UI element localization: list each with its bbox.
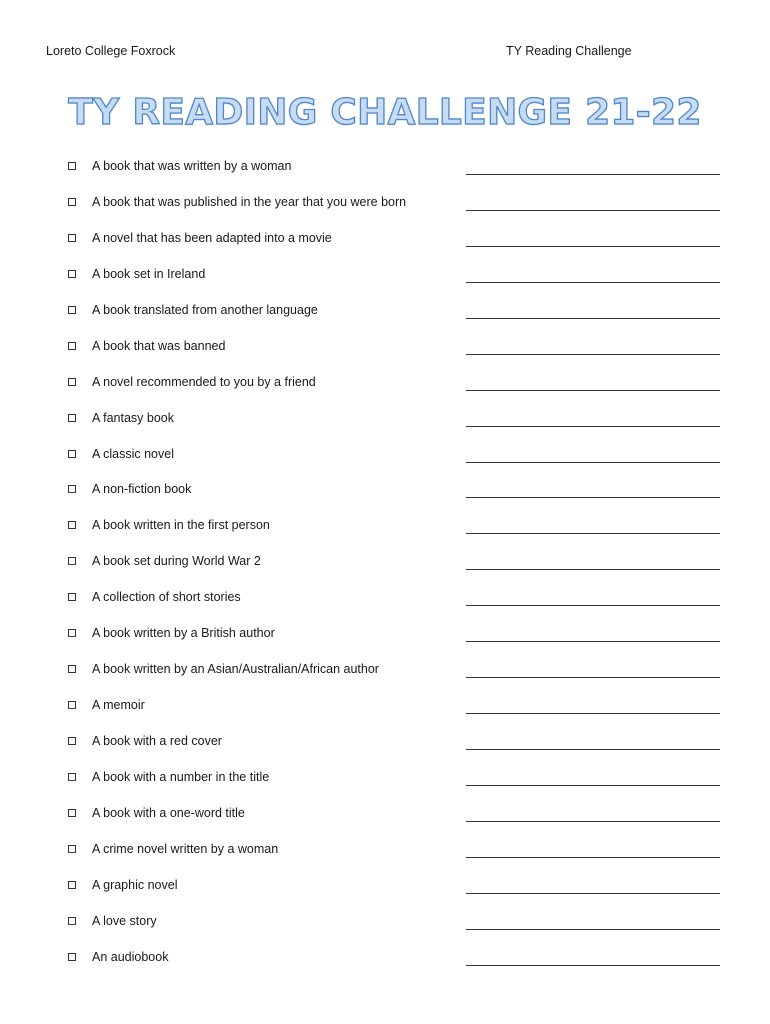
checklist-item-label: A book translated from another language — [92, 302, 318, 317]
checklist-item — [0, 368, 770, 404]
checklist-item — [0, 763, 770, 799]
checkbox[interactable] — [68, 737, 76, 745]
checklist-item — [0, 404, 770, 440]
challenge-checklist — [0, 152, 770, 979]
school-name: Loreto College Foxrock — [46, 44, 176, 58]
checklist-item-label: A non-fiction book — [92, 482, 192, 497]
checklist-item — [0, 296, 770, 332]
checklist-item-label: A book written by an Asian/Australian/African author — [92, 662, 379, 677]
checklist-item-label: A memoir — [92, 698, 145, 713]
answer-line[interactable] — [466, 965, 720, 966]
answer-line[interactable] — [466, 533, 720, 534]
checklist-item — [0, 475, 770, 511]
answer-line[interactable] — [466, 677, 720, 678]
checklist-item-label: A book written by a British author — [92, 626, 275, 641]
checklist-item-label: A fantasy book — [92, 410, 175, 425]
answer-line[interactable] — [466, 462, 720, 463]
checklist-item-label: A book with a number in the title — [92, 769, 270, 784]
checklist-item-label: A book that was written by a woman — [92, 159, 292, 173]
checkbox[interactable] — [68, 557, 76, 565]
checklist-item — [0, 835, 770, 871]
checkbox[interactable] — [68, 665, 76, 673]
checkbox[interactable] — [68, 162, 76, 170]
checklist-item-label: A collection of short stories — [92, 590, 241, 605]
checkbox[interactable] — [68, 521, 76, 529]
checklist-item — [0, 188, 770, 224]
checklist-item-label: A classic novel — [92, 446, 174, 461]
checklist-item — [0, 260, 770, 296]
answer-line[interactable] — [466, 821, 720, 822]
checkbox[interactable] — [68, 881, 76, 889]
checklist-item-label: A book that was banned — [92, 338, 226, 353]
checklist-item-label: An audiobook — [92, 949, 169, 964]
checkbox[interactable] — [68, 306, 76, 314]
checkbox[interactable] — [68, 270, 76, 278]
checkbox[interactable] — [68, 953, 76, 961]
checkbox[interactable] — [68, 593, 76, 601]
checkbox[interactable] — [68, 485, 76, 493]
answer-line[interactable] — [466, 605, 720, 606]
checklist-item — [0, 440, 770, 476]
checklist-item-label: A book set in Ireland — [92, 266, 206, 281]
answer-line[interactable] — [466, 893, 720, 894]
checkbox[interactable] — [68, 234, 76, 242]
answer-line[interactable] — [466, 390, 720, 391]
checklist-item-label: A book that was published in the year that you were born — [92, 194, 407, 209]
answer-line[interactable] — [466, 641, 720, 642]
checklist-item — [0, 511, 770, 547]
answer-line[interactable] — [466, 426, 720, 427]
checklist-item-label: A book written in the first person — [92, 518, 270, 533]
checklist-item-label: A crime novel written by a woman — [92, 841, 279, 856]
checklist-item — [0, 655, 770, 691]
answer-line[interactable] — [466, 713, 720, 714]
checklist-item — [0, 907, 770, 943]
checklist-item — [0, 799, 770, 835]
checklist-item-label: A novel recommended to you by a friend — [92, 374, 316, 389]
checkbox[interactable] — [68, 342, 76, 350]
checklist-item — [0, 224, 770, 260]
answer-line[interactable] — [466, 318, 720, 319]
checklist-item — [0, 619, 770, 655]
checkbox[interactable] — [68, 450, 76, 458]
answer-line[interactable] — [466, 282, 720, 283]
checklist-item — [0, 583, 770, 619]
checklist-item — [0, 152, 770, 188]
answer-line[interactable] — [466, 569, 720, 570]
checklist-item-label: A love story — [92, 913, 157, 928]
checkbox[interactable] — [68, 378, 76, 386]
checklist-item-label: A book set during World War 2 — [92, 554, 261, 569]
checkbox[interactable] — [68, 414, 76, 422]
page-title: TY READING CHALLENGE 21-22 — [68, 92, 702, 133]
checkbox[interactable] — [68, 845, 76, 853]
checklist-item-label: A graphic novel — [92, 877, 178, 892]
checkbox[interactable] — [68, 701, 76, 709]
answer-line[interactable] — [466, 210, 720, 211]
answer-line[interactable] — [466, 929, 720, 930]
answer-line[interactable] — [466, 749, 720, 750]
checklist-item — [0, 871, 770, 907]
document-header-title: TY Reading Challenge — [506, 44, 632, 58]
checklist-item-label: A book with a red cover — [92, 734, 222, 748]
checkbox[interactable] — [68, 198, 76, 206]
checklist-item — [0, 943, 770, 979]
checklist-item — [0, 691, 770, 727]
answer-line[interactable] — [466, 174, 720, 175]
answer-line[interactable] — [466, 785, 720, 786]
checklist-item-label: A novel that has been adapted into a movie — [92, 230, 332, 245]
checklist-item-label: A book with a one-word title — [92, 805, 245, 820]
checklist-item — [0, 547, 770, 583]
checklist-item — [0, 727, 770, 763]
checkbox[interactable] — [68, 629, 76, 637]
answer-line[interactable] — [466, 497, 720, 498]
answer-line[interactable] — [466, 354, 720, 355]
checkbox[interactable] — [68, 809, 76, 817]
answer-line[interactable] — [466, 246, 720, 247]
answer-line[interactable] — [466, 857, 720, 858]
checkbox[interactable] — [68, 773, 76, 781]
checklist-item — [0, 332, 770, 368]
checkbox[interactable] — [68, 917, 76, 925]
